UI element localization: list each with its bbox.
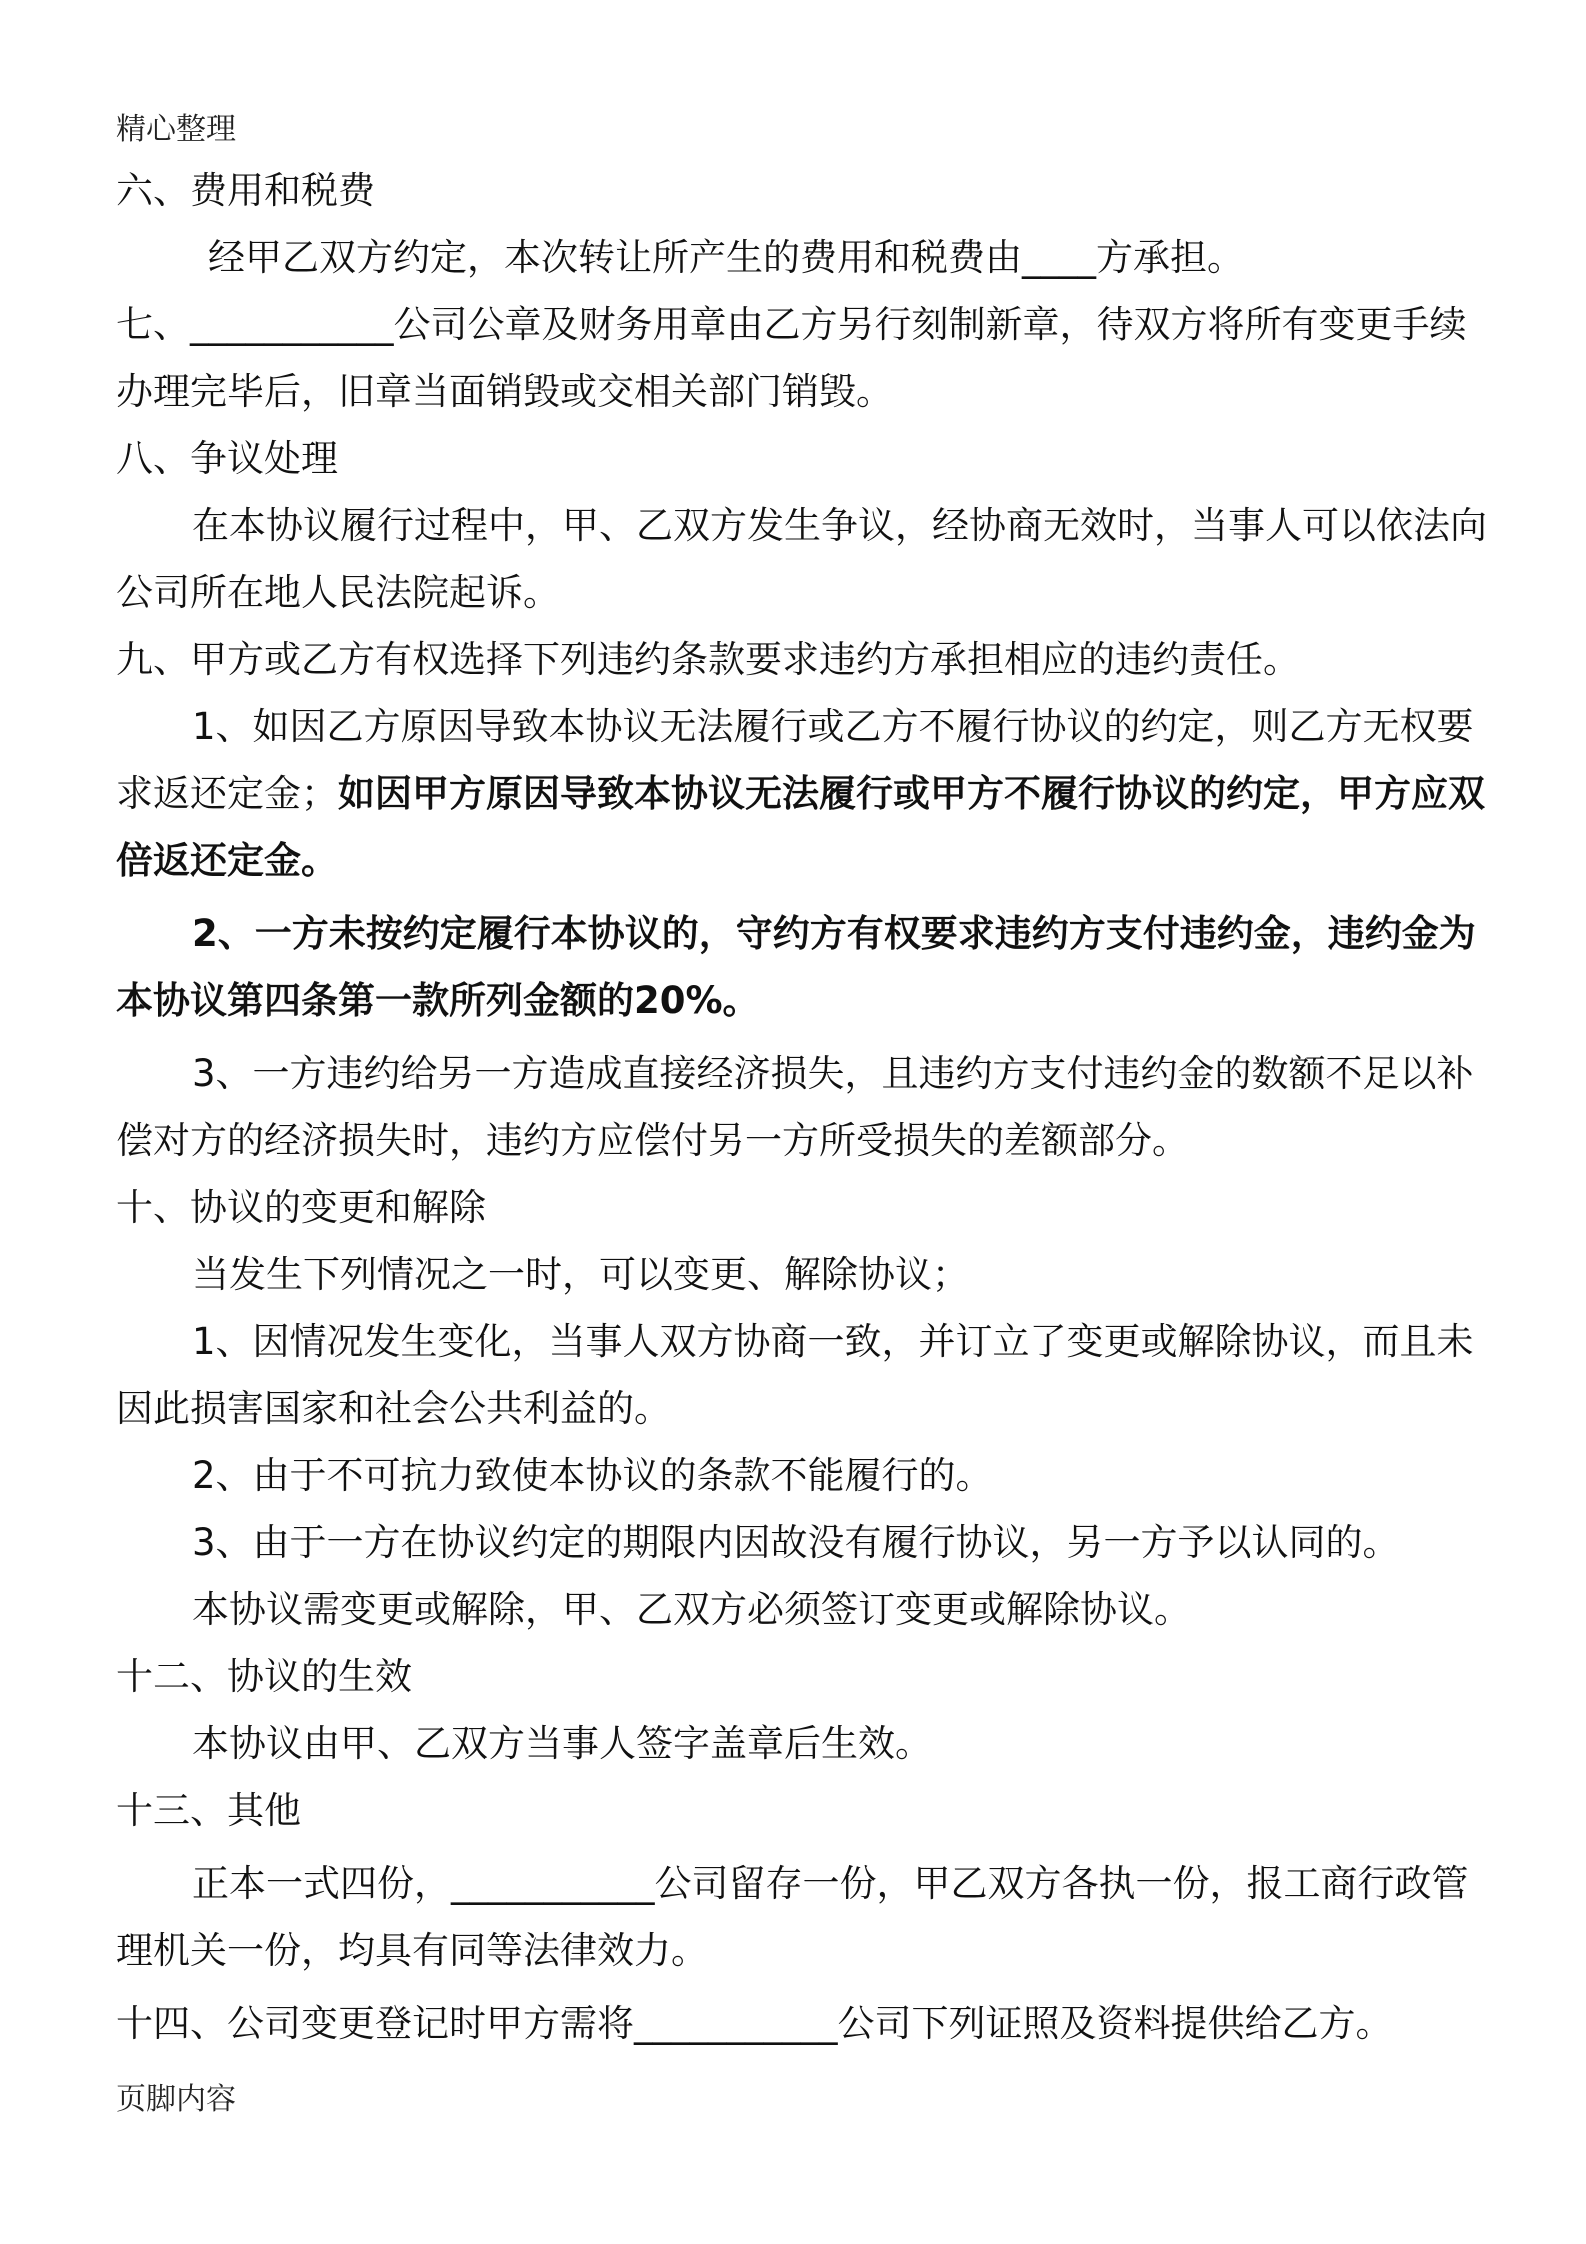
section-10-intro: 当发生下列情况之一时，可以变更、解除协议； [192,1253,969,1296]
section-9-heading: 九、甲方或乙方有权选择下列违约条款要求违约方承担相应的违约责任。 [116,638,1300,681]
document-body [116,157,1488,2057]
section-10-heading: 十、协议的变更和解除 [116,1186,486,1229]
section-9-clause-2: 2、一方未按约定履行本协议的，守约方有权要求违约方支付违约金，违约金为本协议第四条第一款所列金额的20%。 [116,912,1476,1022]
section-10-item-2: 2、由于不可抗力致使本协议的条款不能履行的。 [192,1454,993,1497]
page-header: 精心整理 [116,112,236,147]
section-10-item-1: 1、因情况发生变化，当事人双方协商一致，并订立了变更或解除协议，而且未因此损害国家和社会公共利益的。 [116,1320,1474,1430]
section-6-text: 经甲乙双方约定，本次转让所产生的费用和税费由____方承担。 [208,236,1244,279]
section-8-text: 在本协议履行过程中，甲、乙双方发生争议，经协商无效时，当事人可以依法向公司所在地人民法院起诉。 [116,504,1487,614]
section-6-heading: 六、费用和税费 [116,169,375,212]
section-14-text: 十四、公司变更登记时甲方需将___________公司下列证照及资料提供给乙方。 [116,2002,1393,2045]
section-12-heading: 十二、协议的生效 [116,1655,412,1698]
page-footer: 页脚内容 [116,2082,236,2117]
section-8-heading: 八、争议处理 [116,437,338,480]
clause-1-plain: 1、如因乙方原因导致本协议无法履行或乙方不履行协议的约定，则乙方无权要求返还定金； [116,705,1474,815]
section-13-heading: 十三、其他 [116,1789,301,1832]
section-13-text: 正本一式四份，___________公司留存一份，甲乙双方各执一份，报工商行政管理机关一份，均具有同等法律效力。 [116,1862,1469,1972]
section-9-clause-3: 3、一方违约给另一方造成直接经济损失，且违约方支付违约金的数额不足以补偿对方的经济损失时，违约方应偿付另一方所受损失的差额部分。 [116,1052,1474,1162]
section-12-text: 本协议由甲、乙双方当事人签字盖章后生效。 [192,1722,932,1765]
section-10-note: 本协议需变更或解除，甲、乙双方必须签订变更或解除协议。 [192,1588,1191,1631]
clause-1-bold: 如因甲方原因导致本协议无法履行或甲方不履行协议的约定，甲方应双倍返还定金。 [116,772,1485,882]
section-7-text: 七、___________公司公章及财务用章由乙方另行刻制新章，待双方将所有变更手续办理完毕后，旧章当面销毁或交相关部门销毁。 [116,303,1467,413]
section-9-clause-1 [116,693,1488,894]
section-10-item-3: 3、由于一方在协议约定的期限内因故没有履行协议，另一方予以认同的。 [192,1521,1400,1564]
